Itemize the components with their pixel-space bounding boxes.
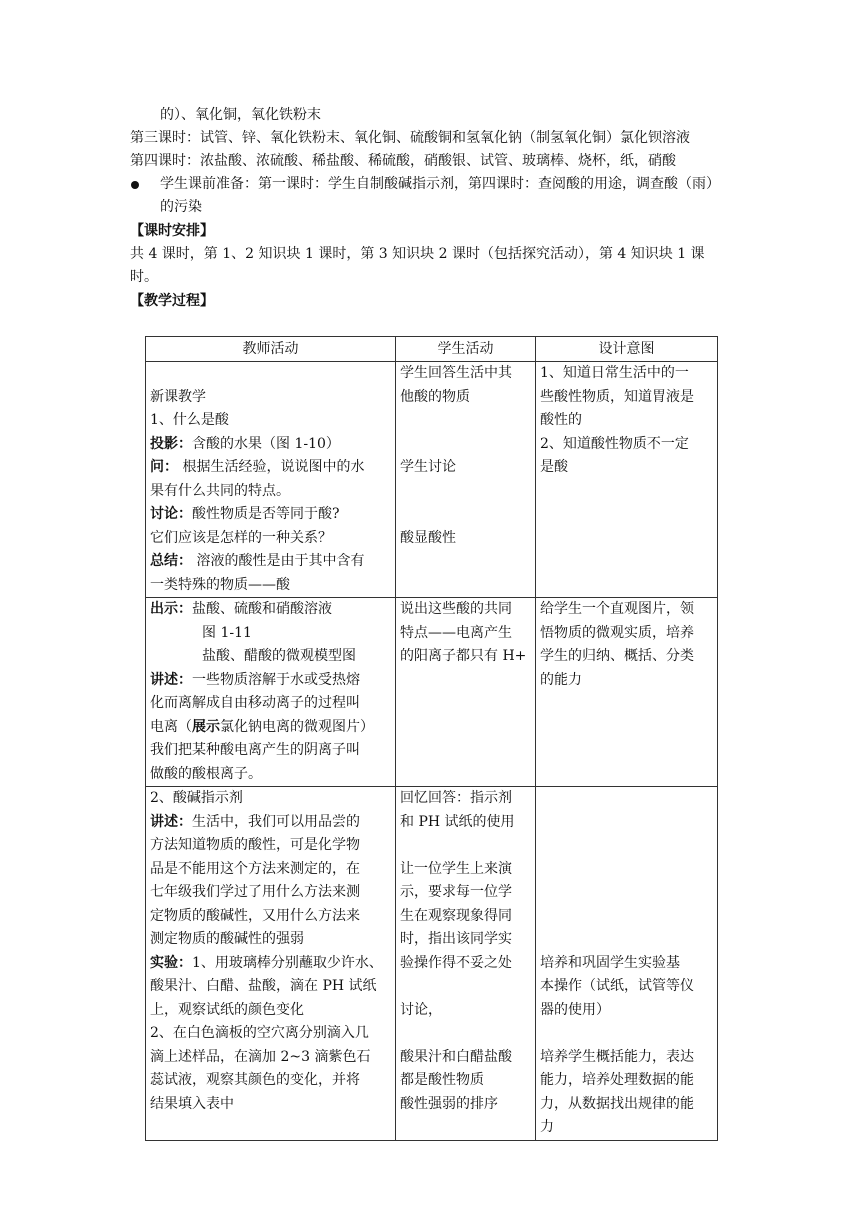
keyword: 总结： <box>150 553 192 569</box>
cell-line: 2、在白色滴板的空穴离分别滴入几 <box>150 1025 369 1041</box>
teacher-cell: 2、酸碱指示剂 讲述：生活中，我们可以用品尝的 方法知道物质的酸性，可是化学物 品是不能用这个方法来测定的，在 七年级我们学过了用什么方法来测 定物质的酸碱性，又用什么方法来 测定物质的酸碱性的强弱 实验：1、用玻璃棒分别蘸取少许水、 酸果汁、白醋、盐酸，滴在 PH 试纸 上，观察试纸的颜色变化 2、在白色滴板的空穴离分别滴入几 滴上述样品，在滴加 2~3 滴紫色石 蕊试液，观察其颜色的变化，并将 结果填入表中 <box>146 787 396 1141</box>
cell-line: 结果填入表中 <box>150 1095 234 1112</box>
cell-line: 学生讨论 <box>400 459 456 475</box>
cell-line: 品是不能用这个方法来测定的，在 <box>150 860 360 877</box>
prep-line-3: 第四课时：浓盐酸、浓硫酸、稀盐酸、稀硫酸，硝酸银、试管、玻璃棒、烧杯，纸，硝酸 <box>130 153 676 169</box>
cell-line: 方法知道物质的酸性，可是化学物 <box>150 837 360 853</box>
keyword: 实验： <box>150 954 192 971</box>
cell-line: 1、知道日常生活中的一 <box>540 365 689 381</box>
cell-line: 做酸的酸根离子。 <box>150 765 262 782</box>
cell-line: 学生回答生活中其 <box>400 365 512 381</box>
lesson-table <box>145 336 718 1141</box>
prep-line-2: 第三课时：试管、锌、氧化铁粉末、氧化铜、硫酸铜和氢氧化钠（制氢氧化铜）氯化钡溶液 <box>130 130 690 146</box>
cell-line: 讨论， <box>400 1001 442 1018</box>
student-cell <box>396 787 536 1141</box>
cell-line: 的能力 <box>540 671 582 688</box>
prep-bullet-line-2: 的污染 <box>160 199 202 215</box>
header-student: 学生活动 <box>396 337 536 362</box>
cell-line: 酸性强弱的排序 <box>400 1095 498 1112</box>
cell-line: 些酸性物质，知道胃液是 <box>540 388 694 405</box>
cell-line: 酸性的 <box>540 412 582 428</box>
keyword: 讨论： <box>150 506 192 522</box>
keyword: 讲述： <box>150 813 192 830</box>
table-row <box>146 362 718 598</box>
student-cell <box>396 362 536 598</box>
cell-line: 生在观察现象得同 <box>400 907 512 924</box>
cell-line: 定物质的酸碱性，又用什么方法来 <box>150 907 360 924</box>
cell-line: 培养和巩固学生实验基 <box>540 954 680 971</box>
cell-line: 本操作（试纸，试管等仪 <box>540 978 694 994</box>
cell-line: 力 <box>540 1119 554 1135</box>
table-row <box>146 598 718 787</box>
cell-line: 示，要求每一位学 <box>400 884 512 900</box>
cell-line: 上，观察试纸的颜色变化 <box>150 1001 304 1018</box>
cell-line: 酸显酸性 <box>400 529 456 546</box>
header-intent: 设计意图 <box>536 337 718 362</box>
cell-line: 2、知道酸性物质不一定 <box>540 435 689 452</box>
cell-line: 器的使用） <box>540 1001 610 1018</box>
intent-cell <box>536 362 718 598</box>
cell-line: 给学生一个直观图片，领 <box>540 601 694 617</box>
table-header-row <box>146 337 718 362</box>
cell-line: 测定物质的酸碱性的强弱 <box>150 931 304 947</box>
cell-line: 验操作得不妥之处 <box>400 954 512 971</box>
cell-line: 时，指出该同学实 <box>400 931 512 947</box>
cell-line: 1、什么是酸 <box>150 412 229 428</box>
cell-line: 酸果汁、白醋、盐酸，滴在 PH 试纸 <box>150 978 377 994</box>
cell-line: 果有什么共同的特点。 <box>150 482 290 499</box>
schedule-line-1: 共 4 课时，第 1、2 知识块 1 课时，第 3 知识块 2 课时（包括探究活动），第 4 知识块 1 课 <box>130 246 705 262</box>
cell-line: 都是酸性物质 <box>400 1072 484 1088</box>
cell-line: 说出这些酸的共同 <box>400 601 512 617</box>
cell-line: 2、酸碱指示剂 <box>150 790 243 806</box>
cell-line: 让一位学生上来演 <box>400 860 512 877</box>
table-row <box>146 787 718 1141</box>
teacher-cell: 出示：盐酸、硫酸和硝酸溶液 图 1-11 盐酸、醋酸的微观模型图 讲述：一些物质溶解于水或受热熔 化而离解成自由移动离子的过程叫 电离（展示氯化钠电离的微观图片） 我们把某种酸电离产生的阴离子叫 做酸的酸根离子。 <box>146 598 396 787</box>
keyword: 问： <box>150 459 178 475</box>
cell-line: 是酸 <box>540 459 568 475</box>
cell-line: 能力，培养处理数据的能 <box>540 1072 694 1088</box>
cell-line: 蕊试液，观察其颜色的变化，并将 <box>150 1072 360 1088</box>
schedule-heading: 【课时安排】 <box>130 223 214 239</box>
cell-line: 回忆回答：指示剂 <box>400 790 512 806</box>
cell-line: 化而离解成自由移动离子的过程叫 <box>150 695 360 711</box>
cell-line: 和 PH 试纸的使用 <box>400 813 515 830</box>
keyword: 出示： <box>150 601 192 617</box>
process-heading: 【教学过程】 <box>130 293 214 309</box>
cell-line: 盐酸、醋酸的微观模型图 <box>202 648 356 664</box>
cell-line: 它们应该是怎样的一种关系？ <box>150 529 332 546</box>
cell-line: 七年级我们学过了用什么方法来测 <box>150 884 360 900</box>
teacher-cell: 新课教学 1、什么是酸 投影：含酸的水果（图 1-10） 问： 根据生活经验，说说图中的水 果有什么共同的特点。 讨论：酸性物质是否等同于酸? 它们应该是怎样的一种关系？ 总结： 溶液的酸性是由于其中含有 一类特殊的物质——酸 <box>146 362 396 598</box>
cell-line: 力，从数据找出规律的能 <box>540 1095 694 1112</box>
cell-line: 一类特殊的物质——酸 <box>150 576 290 593</box>
keyword: 展示 <box>192 718 220 735</box>
prep-line-1: 的）、氧化铜，氧化铁粉末 <box>160 107 321 123</box>
keyword: 讲述： <box>150 671 192 688</box>
student-cell <box>396 598 536 787</box>
bullet-icon <box>131 181 139 189</box>
cell-line: 新课教学 <box>150 388 206 405</box>
cell-line: 图 1-11 <box>202 624 252 641</box>
cell-line: 学生的归纳、概括、分类 <box>540 648 694 664</box>
schedule-line-2: 时。 <box>130 269 158 285</box>
cell-line: 酸果汁和白醋盐酸 <box>400 1048 512 1065</box>
header-teacher: 教师活动 <box>146 337 396 362</box>
cell-line: 他酸的物质 <box>400 388 470 405</box>
cell-line: 我们把某种酸电离产生的阴离子叫 <box>150 742 360 758</box>
prep-bullet-line-1: 学生课前准备：第一课时：学生自制酸碱指示剂，第四课时：查阅酸的用途，调查酸（雨） <box>160 176 720 192</box>
intent-cell <box>536 598 718 787</box>
keyword: 投影： <box>150 435 192 452</box>
cell-line: 悟物质的微观实质，培养 <box>540 624 694 641</box>
intent-cell <box>536 787 718 1141</box>
cell-line: 特点——电离产生 <box>400 624 512 641</box>
cell-line: 培养学生概括能力，表达 <box>540 1048 694 1065</box>
cell-line: 滴上述样品，在滴加 2~3 滴紫色石 <box>150 1048 371 1065</box>
cell-line: 的阳离子都只有 H+ <box>400 648 527 664</box>
